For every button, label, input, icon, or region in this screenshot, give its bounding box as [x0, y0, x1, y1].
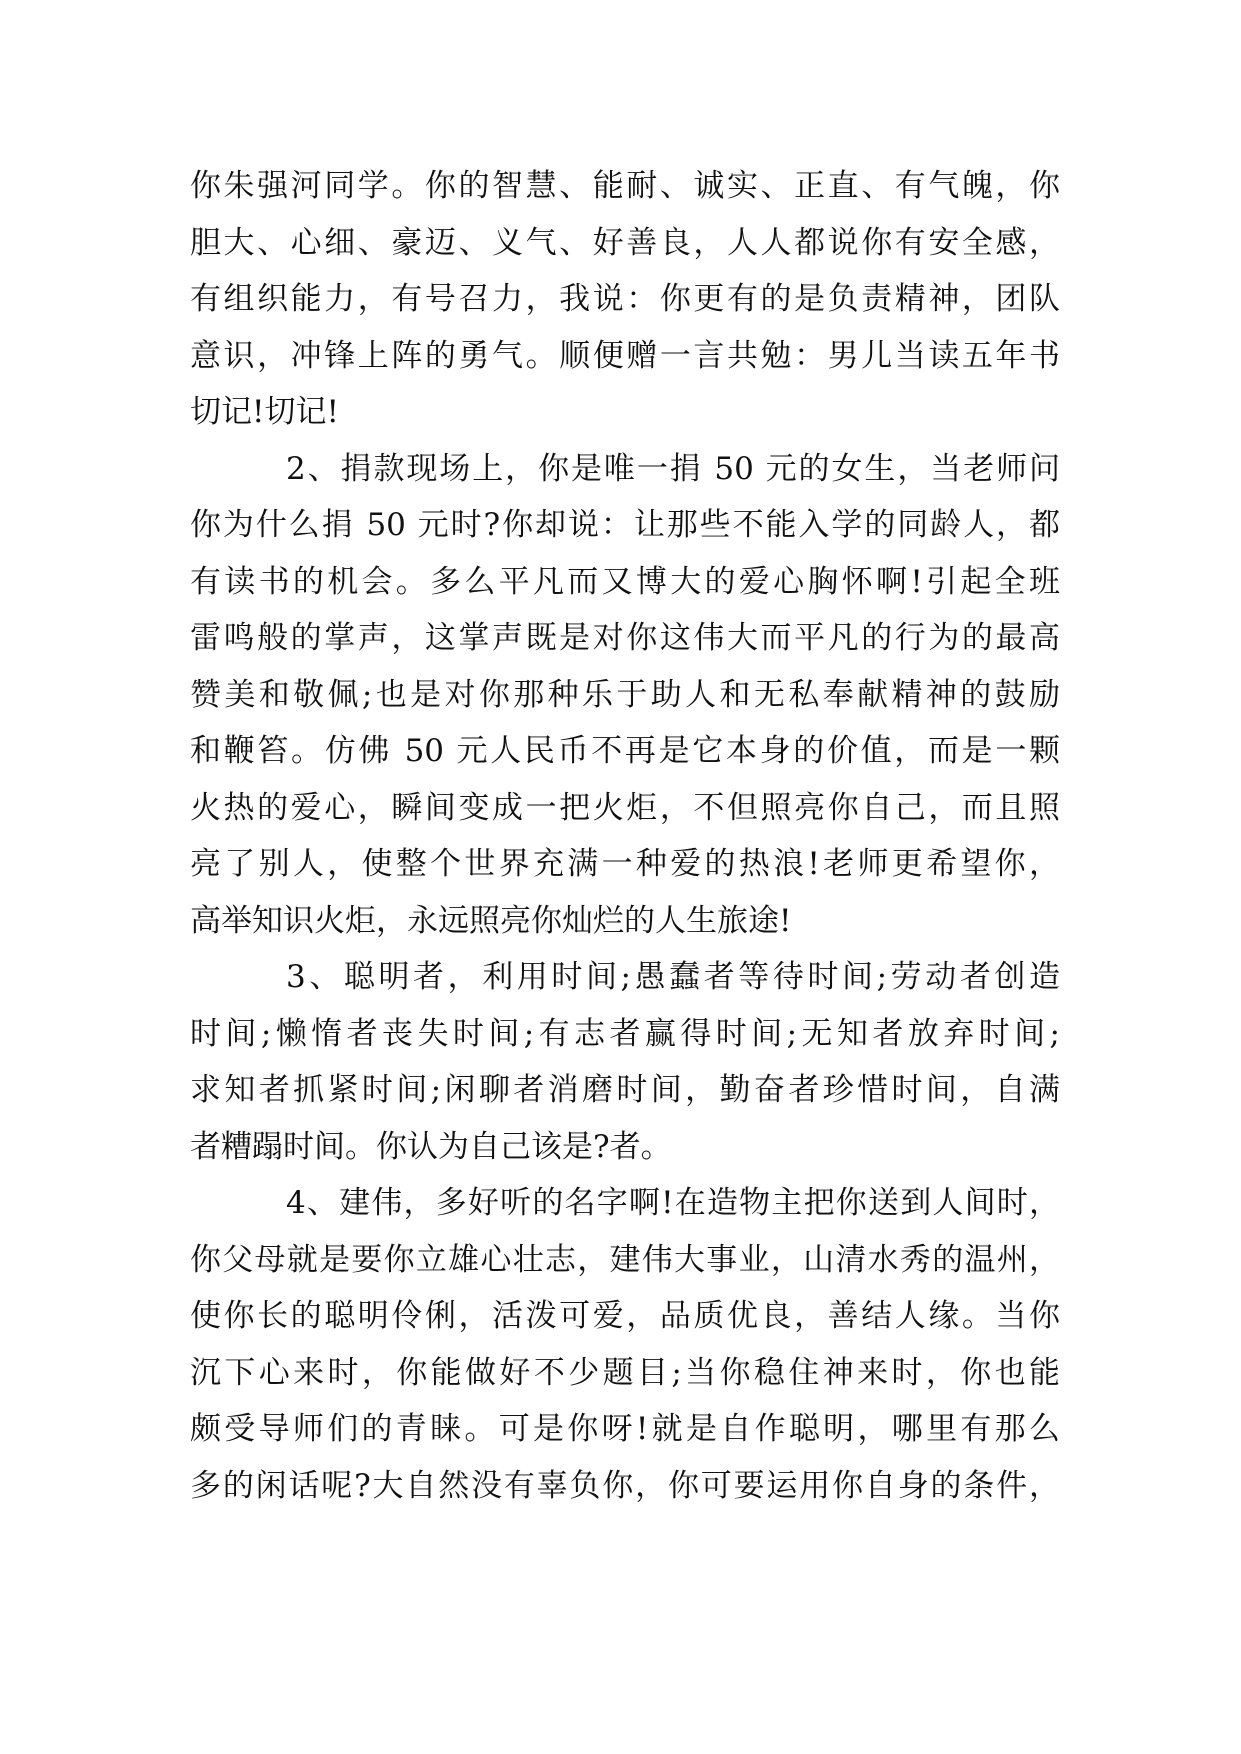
text-line: 和鞭笞。仿佛 50 元人民币不再是它本身的价值，而是一颗 — [190, 733, 1060, 769]
text-line: 时间;懒惰者丧失时间;有志者赢得时间;无知者放弃时间; — [190, 1015, 1060, 1052]
paragraph-4-first-line: 4、建伟，多好听的名字啊!在造物主把你送到人间时， — [286, 1185, 1060, 1221]
text-line: 你朱强河同学。你的智慧、能耐、诚实、正直、有气魄，你 — [190, 168, 1060, 204]
text-line: 有组织能力，有号召力，我说：你更有的是负责精神，团队 — [190, 281, 1060, 317]
text-line: 求知者抓紧时间;闲聊者消磨时间，勤奋者珍惜时间，自满 — [190, 1072, 1060, 1108]
text-line: 有读书的机会。多么平凡而又博大的爱心胸怀啊!引起全班 — [190, 563, 1060, 600]
text-line: 沉下心来时，你能做好不少题目;当你稳住神来时，你也能 — [190, 1354, 1060, 1391]
text-line: 胆大、心细、豪迈、义气、好善良，人人都说你有安全感， — [190, 224, 1060, 261]
text-line: 意识，冲锋上阵的勇气。顺便赠一言共勉：男儿当读五年书 — [190, 337, 1060, 374]
text-line: 者糟蹋时间。你认为自己该是?者。 — [190, 1128, 672, 1165]
text-line: 使你长的聪明伶俐，活泼可爱，品质优良，善结人缘。当你 — [190, 1298, 1060, 1334]
text-line: 赞美和敬佩;也是对你那种乐于助人和无私奉献精神的鼓励 — [190, 676, 1060, 713]
text-line: 颇受导师们的青睐。可是你呀!就是自作聪明，哪里有那么 — [190, 1411, 1060, 1447]
text-line: 亮了别人，使整个世界充满一种爱的热浪!老师更希望你， — [190, 846, 1060, 882]
text-line: 高举知识火炬，永远照亮你灿烂的人生旅途! — [190, 902, 792, 939]
text-line: 切记!切记! — [190, 394, 339, 430]
text-line: 多的闲话呢?大自然没有辜负你，你可要运用你自身的条件， — [190, 1467, 1060, 1504]
paragraph-3-first-line: 3、聪明者，利用时间;愚蠢者等待时间;劳动者创造 — [286, 959, 1060, 995]
text-line: 你父母就是要你立雄心壮志，建伟大事业，山清水秀的温州， — [190, 1241, 1060, 1278]
paragraph-2-first-line: 2、捐款现场上，你是唯一捐 50 元的女生，当老师问 — [286, 450, 1060, 487]
text-line: 雷鸣般的掌声，这掌声既是对你这伟大而平凡的行为的最高 — [190, 620, 1060, 656]
document-body — [190, 158, 1060, 1514]
text-line: 你为什么捐 50 元时?你却说：让那些不能入学的同龄人，都 — [190, 507, 1060, 543]
text-line: 火热的爱心，瞬间变成一把火炬，不但照亮你自己，而且照 — [190, 789, 1060, 826]
